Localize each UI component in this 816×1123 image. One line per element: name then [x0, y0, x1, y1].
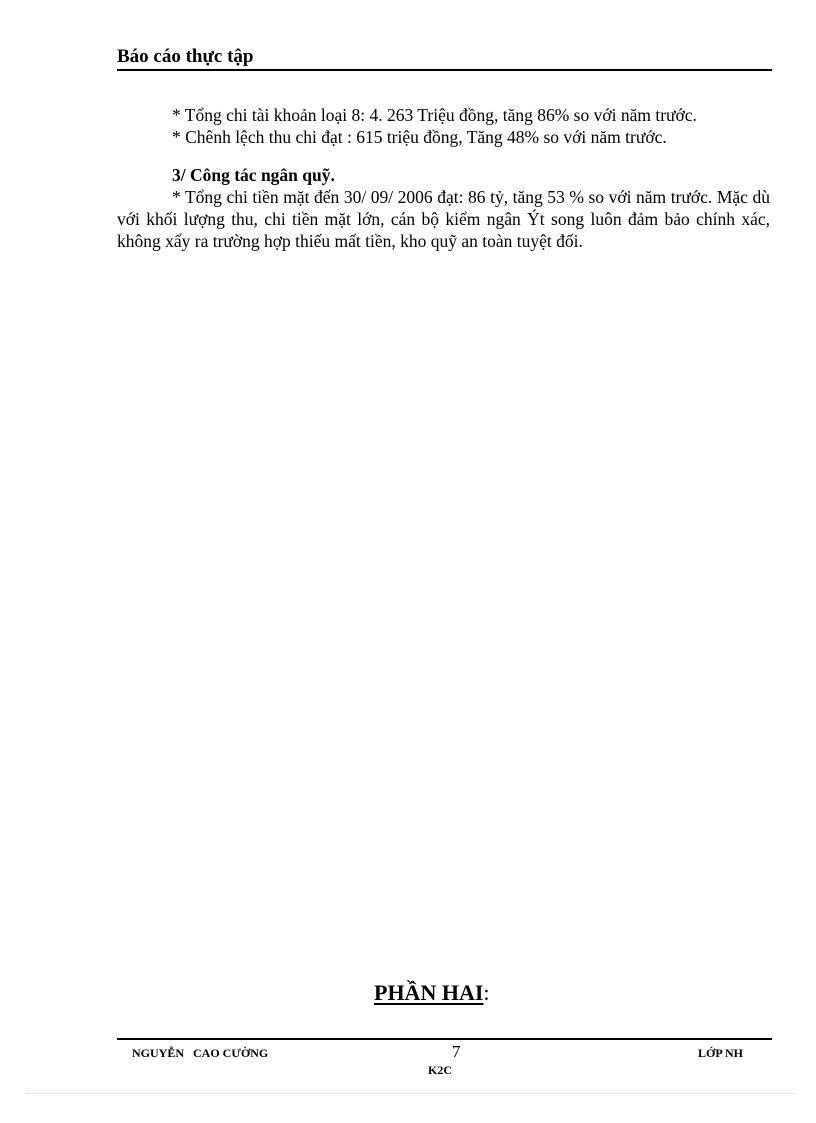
header-title: Báo cáo thực tập: [117, 46, 254, 67]
page-number: 7: [452, 1042, 461, 1061]
header-divider: [117, 69, 772, 71]
footer-class-label: LỚP NH: [698, 1046, 744, 1060]
page-edge-divider: [25, 1093, 795, 1094]
paragraph-expense: * Tổng chi tài khoản loại 8: 4. 263 Triệu đồng, tăng 86% so với năm trước.: [172, 105, 697, 125]
paragraph-balance: * Chênh lệch thu chi đạt : 615 triệu đồng, Tăng 48% so với năm trước.: [172, 127, 667, 147]
part-title-text: PHẦN HAI: [374, 980, 484, 1005]
footer-class-code: K2C: [428, 1063, 452, 1077]
footer-author: NGUYỄN CAO CƯỜNG: [132, 1046, 269, 1060]
footer-divider: [117, 1038, 772, 1040]
paragraph-treasury: * Tổng chi tiền mặt đến 30/ 09/ 2006 đạt: 86 tỷ, tăng 53 % so với năm trước. Mặc dù với khối lượng thu, chi tiền mặt lớn, cán bộ kiểm ngân Ýt song luôn đảm bảo chính xác, không xẩy ra trường hợp thiếu mất tiền, kho quỹ an toàn tuyệt đối.: [117, 187, 770, 251]
section-heading: 3/ Công tác ngân quỹ.: [172, 165, 335, 185]
body-content: [117, 104, 770, 252]
paragraph-gap: [117, 148, 770, 164]
part-title: [374, 980, 490, 1006]
part-title-suffix: :: [483, 980, 490, 1005]
